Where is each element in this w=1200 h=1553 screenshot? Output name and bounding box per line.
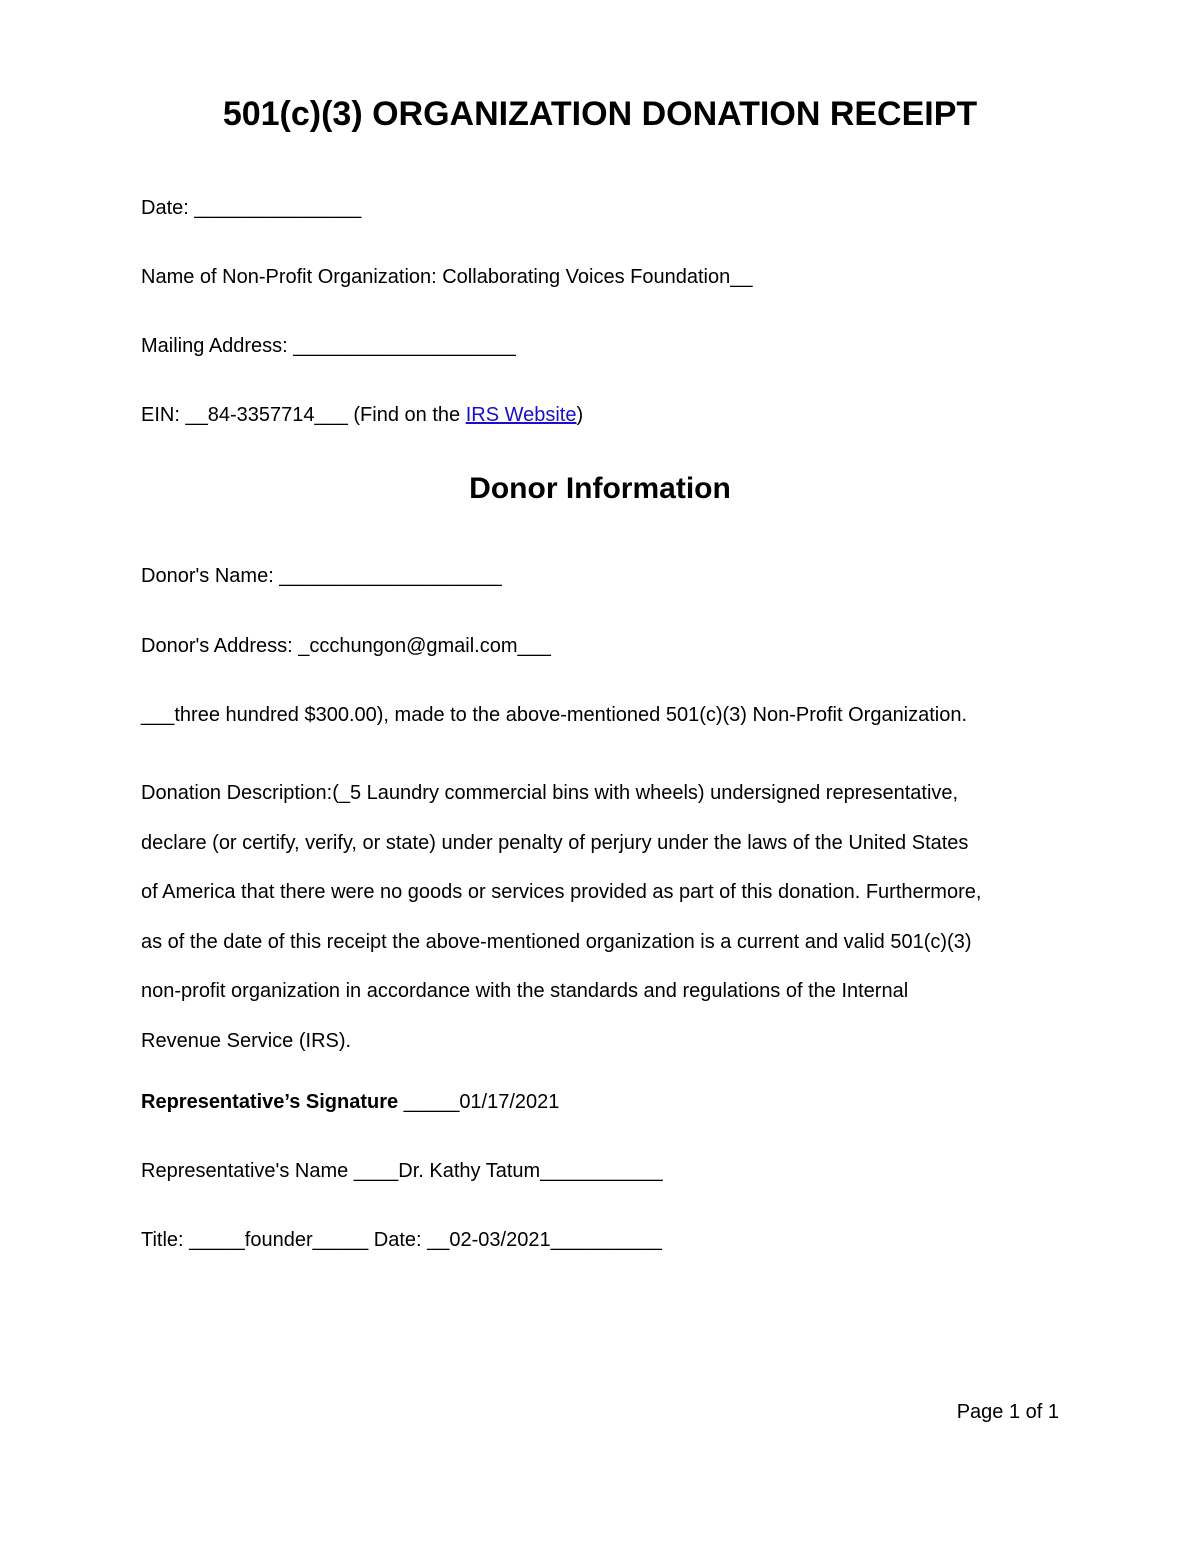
description-line: declare (or certify, verify, or state) under penalty of perjury under the laws of the United States	[141, 831, 969, 854]
description-line: Donation Description:(_5 Laundry commercial bins with wheels) undersigned representative,	[141, 782, 959, 804]
page-number: Page 1 of 1	[956, 1401, 1059, 1423]
description-line: Revenue Service (IRS).	[141, 1029, 352, 1052]
donation-amount-line: ___three hundred $300.00), made to the above-mentioned 501(c)(3) Non-Profit Organization.	[141, 704, 968, 726]
title-date-line: Title: _____founder_____ Date: __02-03/2021__________	[141, 1229, 662, 1251]
ein-suffix: )	[576, 404, 584, 426]
description-line: as of the date of this receipt the above-mentioned organization is a current and valid 501(c)(3)	[141, 930, 972, 953]
org-name-line: Name of Non-Profit Organization: Collaborating Voices Foundation__	[141, 266, 753, 288]
signature-line	[141, 1090, 559, 1114]
donor-address-line: Donor's Address: _ccchungon@gmail.com___	[141, 635, 551, 657]
signature-label: Representative’s Signature	[141, 1091, 399, 1113]
description-line: non-profit organization in accordance with the standards and regulations of the Internal	[141, 980, 909, 1003]
signature-value: _____01/17/2021	[398, 1091, 560, 1113]
irs-website-link[interactable]: IRS Website	[465, 404, 577, 426]
document-title: 501(c)(3) ORGANIZATION DONATION RECEIPT	[222, 95, 978, 133]
donor-name-line: Donor's Name: ____________________	[141, 565, 502, 587]
representative-name-line: Representative's Name ____Dr. Kathy Tatum___________	[141, 1160, 663, 1182]
ein-prefix: EIN: __84-3357714___ (Find on the	[141, 404, 466, 426]
donor-information-heading: Donor Information	[469, 472, 731, 505]
date-field-line: Date: _______________	[141, 197, 362, 219]
ein-line	[141, 403, 583, 427]
donation-description	[141, 769, 1081, 1067]
description-line: of America that there were no goods or services provided as part of this donation. Furthermore,	[141, 881, 982, 904]
mailing-address-line: Mailing Address: ____________________	[141, 335, 516, 357]
